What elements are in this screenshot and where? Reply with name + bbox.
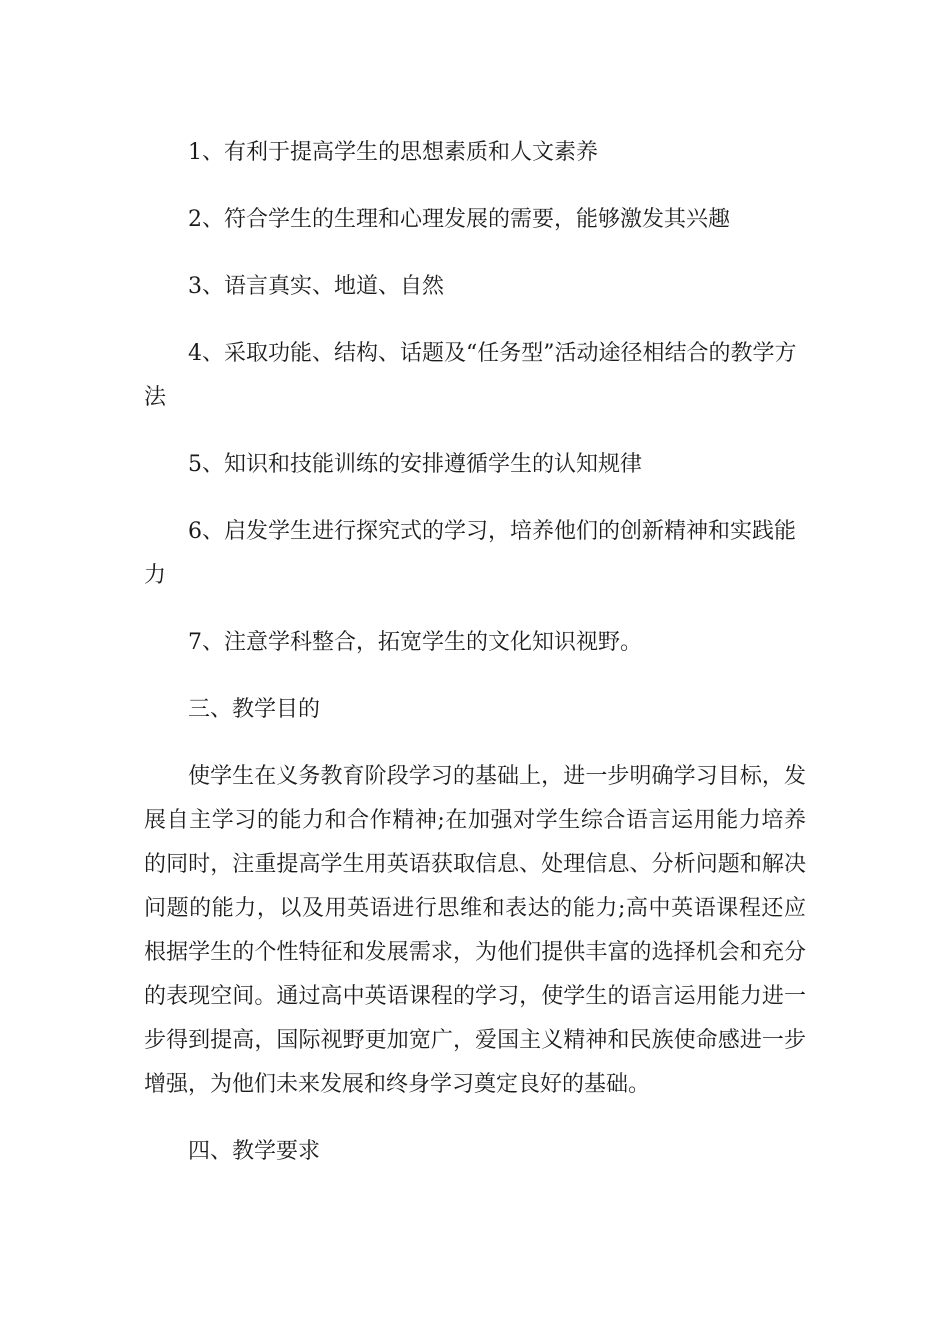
list-item-5: 5、知识和技能训练的安排遵循学生的认知规律 (188, 452, 642, 477)
list-item-3: 3、语言真实、地道、自然 (188, 274, 444, 299)
list-item-6: 6、启发学生进行探究式的学习，培养他们的创新精神和实践能力 (144, 519, 796, 588)
list-item-4: 4、采取功能、结构、话题及“任务型”活动途径相结合的教学方法 (144, 341, 797, 410)
list-item-2: 2、符合学生的生理和心理发展的需要，能够激发其兴趣 (188, 207, 730, 232)
section-heading-teaching-purpose: 三、教学目的 (188, 697, 321, 722)
document-body (144, 131, 806, 1174)
list-item-7: 7、注意学科整合，拓宽学生的文化知识视野。 (188, 630, 642, 655)
list-item-1: 1、有利于提高学生的思想素质和人文素养 (188, 140, 598, 165)
section-heading-teaching-requirements: 四、教学要求 (188, 1139, 321, 1164)
section-paragraph-teaching-purpose: 使学生在义务教育阶段学习的基础上，进一步明确学习目标，发展自主学习的能力和合作精神;在加强对学生综合语言运用能力培养的同时，注重提高学生用英语获取信息、处理信息、分析问题和解决问题的能力，以及用英语进行思维和表达的能力;高中英语课程还应根据学生的个性特征和发展需求，为他们提供丰富的选择机会和充分的表现空间。通过高中英语课程的学习，使学生的语言运用能力进一步得到提高，国际视野更加宽广，爱国主义精神和民族使命感进一步增强，为他们未来发展和终身学习奠定良好的基础。 (144, 764, 806, 1097)
